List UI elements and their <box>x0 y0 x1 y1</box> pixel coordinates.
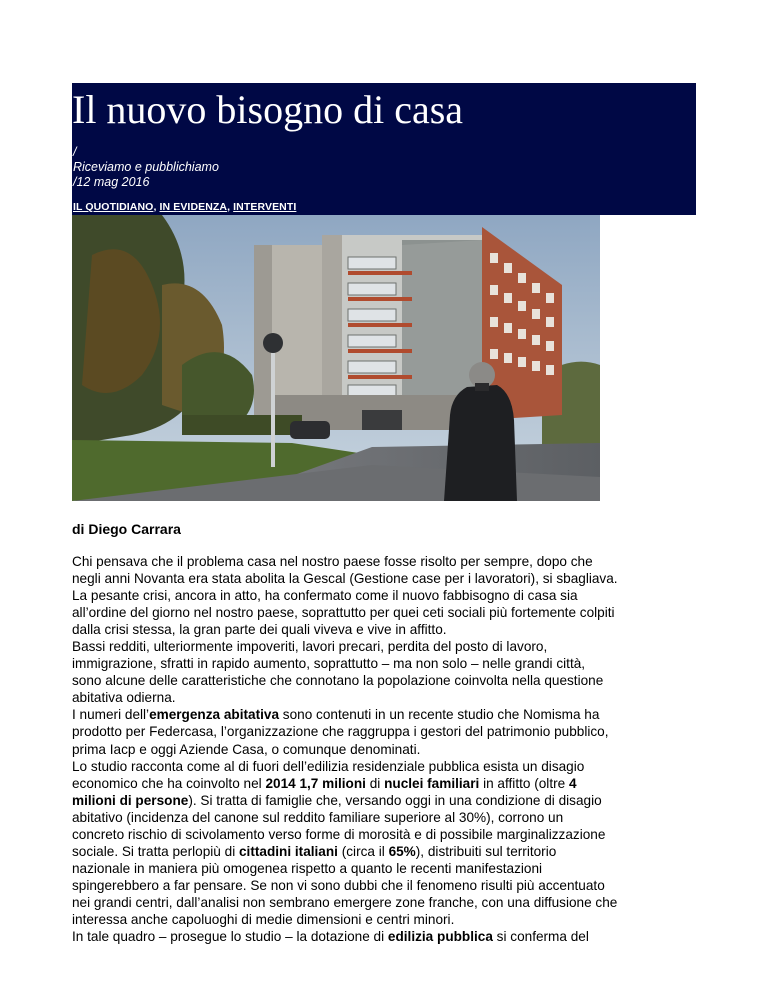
highlight-text: 65% <box>388 843 416 859</box>
source-label[interactable]: Riceviamo e pubblichiamo <box>73 160 219 174</box>
article-line <box>72 826 702 843</box>
body-text: In tale quadro – prosegue lo studio – la dotazione di <box>72 929 388 945</box>
page-title: Il nuovo bisogno di casa <box>72 87 464 132</box>
article-line <box>72 775 702 792</box>
highlight-text: emergenza abitativa <box>149 707 280 723</box>
article-line <box>72 621 702 638</box>
body-text: nazionale in maniera più omogenea rispetto a quanto le recenti manifestazioni <box>72 860 543 876</box>
body-text: sono contenuti in un recente studio che Nomisma ha <box>279 707 600 723</box>
category-link-quotidiano[interactable]: IL QUOTIDIANO <box>73 201 154 213</box>
article-line <box>72 638 702 655</box>
article-line <box>72 723 702 740</box>
body-text: Bassi redditi, ulteriormente impoveriti, lavori precari, perdita del posto di lavoro, <box>72 639 548 655</box>
article-line <box>72 706 702 723</box>
highlight-text: 2014 1,7 milioni <box>265 775 366 791</box>
body-text: concreto rischio di scivolamento verso forme di morosità e di possibile marginalizzazione <box>72 826 606 842</box>
body-text: prima Iacp e oggi Aziende Casa, o comunque denominati. <box>72 741 421 757</box>
article-line <box>72 911 702 928</box>
body-text: abitativa odierna. <box>72 690 176 706</box>
body-text: sono alcune delle caratteristiche che connotano la popolazione coinvolta nella questione <box>72 673 604 689</box>
article-line <box>72 553 702 570</box>
highlight-text: 4 <box>568 775 577 791</box>
highlight-text: milioni di persone <box>72 792 189 808</box>
article-line <box>72 655 702 672</box>
category-separator: , <box>227 201 234 213</box>
article-line <box>72 570 702 587</box>
article-photo <box>72 215 600 501</box>
article-line <box>72 809 702 826</box>
article-line <box>72 689 702 706</box>
body-text: abitativo (incidenza del canone sul reddito familiare superiore al 30%), corrono un <box>72 809 564 825</box>
article-line <box>72 928 702 945</box>
article-line <box>72 758 702 775</box>
highlight-text: edilizia pubblica <box>387 929 493 945</box>
publish-date: /12 mag 2016 <box>73 175 150 189</box>
body-text: prodotto per Federcasa, l’organizzazione che raggruppa i gestori del patrimonio pubblico, <box>72 724 609 740</box>
body-text: sociale. Si tratta perlopiù di <box>72 843 239 859</box>
body-text: I numeri dell’ <box>72 707 150 723</box>
highlight-text: cittadini italiani <box>239 843 338 859</box>
category-link-interventi[interactable]: INTERVENTI <box>233 201 297 213</box>
article-body <box>72 553 702 945</box>
body-text: (circa il <box>337 843 389 859</box>
body-text: di <box>365 775 385 791</box>
body-text: negli anni Novanta era stata abolita la Gescal (Gestione case per i lavoratori), si sbagliava. <box>72 571 618 587</box>
body-text: immigrazione, sfratti in rapido aumento, soprattutto – ma non solo – nelle grandi città, <box>72 656 586 672</box>
article-line <box>72 877 702 894</box>
body-text: nei grandi centri, dall’analisi non sembrano emergere zone franche, con una diffusione che <box>72 894 618 910</box>
body-text: dalla crisi stessa, la gran parte dei quali viveva e vive in affitto. <box>72 622 447 638</box>
body-text: in affitto (oltre <box>479 775 569 791</box>
body-text: si conferma del <box>492 929 589 945</box>
body-text: ). Si tratta di famiglie che, versando oggi in una condizione di disagio <box>188 792 602 808</box>
body-text: Chi pensava che il problema casa nel nostro paese fosse risolto per sempre, dopo che <box>72 554 593 569</box>
article-line <box>72 860 702 877</box>
body-text: economico che ha coinvolto nel <box>72 775 266 791</box>
body-text: interessa anche capoluoghi di medie dimensioni e centri minori. <box>72 911 455 927</box>
article-meta <box>73 145 219 190</box>
body-text: spingerebbero a far pensare. Se non vi sono dubbi che il fenomeno risulti più accentuato <box>72 877 605 893</box>
article-line <box>72 843 702 860</box>
body-text: La pesante crisi, ancora in atto, ha confermato come il nuovo fabbisogno di casa sia <box>72 588 578 604</box>
article-byline: di Diego Carrara <box>72 521 181 537</box>
article-line <box>72 604 702 621</box>
article-line <box>72 894 702 911</box>
article-line <box>72 587 702 604</box>
article-line <box>72 792 702 809</box>
body-text: ), distribuiti sul territorio <box>415 843 557 859</box>
category-list <box>73 201 296 213</box>
body-text: Lo studio racconta come al di fuori dell’edilizia residenziale pubblica esista un disagio <box>72 758 585 774</box>
category-separator: , <box>153 201 160 213</box>
article-line <box>72 672 702 689</box>
highlight-text: nuclei familiari <box>384 775 480 791</box>
category-link-evidenza[interactable]: IN EVIDENZA <box>159 201 228 213</box>
article-line <box>72 741 702 758</box>
building-photo-icon <box>72 215 600 501</box>
body-text: all’ordine del giorno nel nostro paese, soprattutto per quei ceti sociali più fortemente colpiti <box>72 605 615 621</box>
meta-separator: / <box>73 145 77 159</box>
